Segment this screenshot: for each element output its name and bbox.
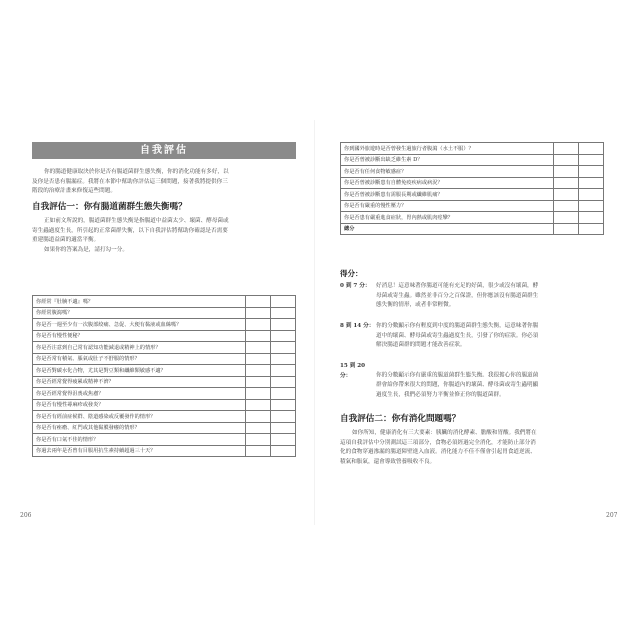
para-line: 寄生蟲過度生長，所引起的正常菌群失衡，以下自我評估將幫助你確認是否需要 [32, 227, 228, 234]
para-line: 如你所知，健康消化有三大要素：胰臟的消化酵素、膽酸和胃酸。我們將在 [352, 430, 537, 436]
table-row [33, 319, 296, 331]
answer-checkbox[interactable] [271, 353, 296, 365]
answer-checkbox[interactable] [579, 212, 604, 224]
table-row [33, 342, 296, 354]
question-cell: 你是否患有嚴重進食症狀，胃內熱或肌肉痙攣？ [341, 212, 554, 224]
total-cell[interactable] [554, 223, 579, 235]
total-label: 總分 [341, 223, 554, 235]
intro-line: 階段的治療計畫來修復這些問題。 [32, 188, 116, 194]
table-row [33, 296, 296, 308]
answer-checkbox[interactable] [246, 411, 271, 423]
total-row [341, 223, 604, 235]
intro-line: 你的腸道健康取決於你是否有腸道菌群生態失衡，你的消化功能有多好，以 [44, 169, 229, 175]
answer-checkbox[interactable] [246, 399, 271, 411]
question-cell: 你是否經常覺得沮喪或焦慮？ [33, 388, 246, 400]
question-cell: 你是否有嚴重的慢性壓力？ [341, 200, 554, 212]
answer-checkbox[interactable] [554, 166, 579, 178]
answer-checkbox[interactable] [271, 296, 296, 308]
answer-checkbox[interactable] [554, 212, 579, 224]
total-cell[interactable] [579, 223, 604, 235]
score-range: 0 到 7 分： [340, 283, 371, 289]
answer-checkbox[interactable] [554, 189, 579, 201]
score-range: 15 到 20 分： [340, 363, 366, 379]
para-line: 這項自我評估中分別測試這三項部分，食物必須經過完全消化，才能防止部分消 [340, 439, 536, 446]
question-cell: 你經常腹瀉嗎？ [33, 307, 246, 319]
score-range: 8 到 14 分： [340, 323, 375, 329]
answer-checkbox[interactable] [246, 434, 271, 446]
questionnaire-table-left [32, 295, 296, 457]
table-row [33, 388, 296, 400]
answer-checkbox[interactable] [271, 376, 296, 388]
score-text: 過度生長，我們必須努力平衡並修正你的腸道菌群。 [376, 391, 505, 398]
score-text: 你的分數顯示你有嚴重的腸道菌群生態失衡。我很擔心你的腸道菌 [376, 372, 539, 379]
answer-checkbox[interactable] [579, 200, 604, 212]
question-cell: 你是否對碳水化合物，尤其是對豆類和纖維類敏感不適？ [33, 365, 246, 377]
question-cell: 你是否有痤瘡、紅門或其他黏膜發癢的情形？ [33, 422, 246, 434]
table-row [33, 422, 296, 434]
left-page [18, 120, 310, 525]
answer-checkbox[interactable] [271, 422, 296, 434]
answer-checkbox[interactable] [554, 154, 579, 166]
question-cell: 你是否有經前症候群、陰道感染或反覆發作的情形？ [33, 411, 246, 423]
question-cell: 你過去兩年是否曾有目服用抗生素持續超過三十天？ [33, 445, 246, 457]
answer-checkbox[interactable] [271, 365, 296, 377]
answer-checkbox[interactable] [579, 166, 604, 178]
answer-checkbox[interactable] [579, 143, 604, 155]
question-cell: 你是否有口氣不佳的情形？ [33, 434, 246, 446]
right-page [330, 120, 622, 525]
answer-checkbox[interactable] [271, 411, 296, 423]
table-row [33, 399, 296, 411]
answer-checkbox[interactable] [246, 330, 271, 342]
answer-checkbox[interactable] [271, 307, 296, 319]
para-line: 正如前文所說的，腸道菌群生態失衡是指腸道中益菌太少、壞菌、酵母菌或 [44, 218, 229, 224]
question-cell: 你到國外旅遊時是否曾發生過旅行者腹瀉（水土不服）？ [341, 143, 554, 155]
table-row [341, 189, 604, 201]
question-cell: 你是否有慢性蕁麻疹或發炎？ [33, 399, 246, 411]
score-text: 解決腸道菌群的問題才能改善症狀。 [376, 342, 466, 348]
intro-line: 及你是否患有腸漏症。我將在本節中幫助你評估這三個問題，接著我將提供你三 [32, 178, 228, 185]
table-row [33, 307, 296, 319]
score-text: 群會給你帶來很大的問題，你腸道內的壞菌、酵母菌或寄生蟲明顯 [376, 382, 539, 388]
answer-checkbox[interactable] [246, 353, 271, 365]
heading-assessment-2: 自我評估二：你有消化問題嗎？ [340, 414, 461, 424]
score-band-mid [340, 322, 612, 351]
table-row [341, 143, 604, 155]
page-number: 207 [606, 512, 618, 519]
question-cell: 你是否一週至少有一次腹部絞痛、急促、大便有黏液或血絲嗎？ [33, 319, 246, 331]
intro-paragraph [32, 168, 300, 197]
answer-checkbox[interactable] [246, 365, 271, 377]
answer-checkbox[interactable] [246, 296, 271, 308]
table-row [341, 200, 604, 212]
answer-checkbox[interactable] [271, 319, 296, 331]
question-cell: 你是否經常覺得疲累或精神不濟？ [33, 376, 246, 388]
table-row [341, 166, 604, 178]
section-title: 自我評估 [32, 142, 296, 159]
table-row [33, 376, 296, 388]
answer-checkbox[interactable] [271, 445, 296, 457]
question-cell: 你是否曾被診斷出缺乏維生素 D？ [341, 154, 554, 166]
answer-checkbox[interactable] [579, 177, 604, 189]
answer-checkbox[interactable] [579, 189, 604, 201]
page-gutter [314, 120, 315, 525]
table-row [33, 365, 296, 377]
answer-checkbox[interactable] [271, 330, 296, 342]
score-band-low [340, 282, 612, 311]
score-band-high [340, 362, 612, 400]
score-text: 好消息！這意味著你腸道可能有充足的好菌，很少或沒有壞菌，酵 [376, 283, 539, 289]
answer-checkbox[interactable] [554, 200, 579, 212]
answer-checkbox[interactable] [246, 319, 271, 331]
score-text: 母菌或寄生蟲。雖然並非百分之百保證，但你應該沒有腸道菌群生 [376, 292, 539, 299]
table-row [33, 445, 296, 457]
answer-checkbox[interactable] [554, 143, 579, 155]
question-cell: 你是否有任何食物敏感症？ [341, 166, 554, 178]
answer-checkbox[interactable] [579, 154, 604, 166]
score-heading: 得分： [340, 269, 363, 278]
question-cell: 你是否曾被診斷患有自體免疫疾病或病況？ [341, 177, 554, 189]
score-text: 態失衡的情形，或者非常輕微。 [376, 302, 455, 308]
answer-checkbox[interactable] [246, 422, 271, 434]
answer-checkbox[interactable] [271, 388, 296, 400]
para-line: 化的食物穿過滲漏的腸道障壁進入血液。消化能力不佳不僅會引起胃食道逆流、 [340, 449, 536, 455]
answer-checkbox[interactable] [246, 307, 271, 319]
answer-checkbox[interactable] [246, 445, 271, 457]
question-cell: 你是否曾被診斷患有需服長期或纖維肌痛？ [341, 189, 554, 201]
score-text: 你的分數顯示你有輕度到中度的腸道菌群生態失衡，這意味著你腸 [376, 323, 539, 329]
table-row [33, 434, 296, 446]
assessment-2-paragraph [340, 429, 612, 467]
answer-checkbox[interactable] [271, 434, 296, 446]
answer-checkbox[interactable] [554, 177, 579, 189]
table-row [341, 154, 604, 166]
para-line: 積氣和脹氣，還會導致營養吸收不良。 [340, 458, 436, 465]
answer-checkbox[interactable] [271, 342, 296, 354]
table-row [33, 411, 296, 423]
para-line: 重建腸道益菌的適當平衡。 [32, 237, 100, 243]
answer-checkbox[interactable] [246, 376, 271, 388]
assessment-1-paragraph [32, 217, 300, 255]
answer-checkbox[interactable] [246, 342, 271, 354]
heading-assessment-1: 自我評估一：你有腸道菌群生態失衡嗎？ [32, 202, 187, 212]
page-number: 206 [20, 512, 32, 519]
question-cell: 你是否注意到自己常有認知功能減退或精神上的情形？ [33, 342, 246, 354]
question-cell: 你是否有慢性便秘？ [33, 330, 246, 342]
score-text: 道中的壞菌、酵母菌或寄生蟲過度生長，引發了你的症狀。你必須 [376, 332, 539, 339]
table-row [33, 330, 296, 342]
question-cell: 你經常『肚腩不適』嗎？ [33, 296, 246, 308]
table-row [341, 177, 604, 189]
question-cell: 你是否常有積氣、脹氣或肚子不舒服的情形？ [33, 353, 246, 365]
answer-checkbox[interactable] [271, 399, 296, 411]
table-row [341, 212, 604, 224]
table-row [33, 353, 296, 365]
answer-checkbox[interactable] [246, 388, 271, 400]
questionnaire-table-right [340, 142, 604, 235]
para-line: 如果你的答案為是，請打勾一分。 [44, 246, 128, 253]
